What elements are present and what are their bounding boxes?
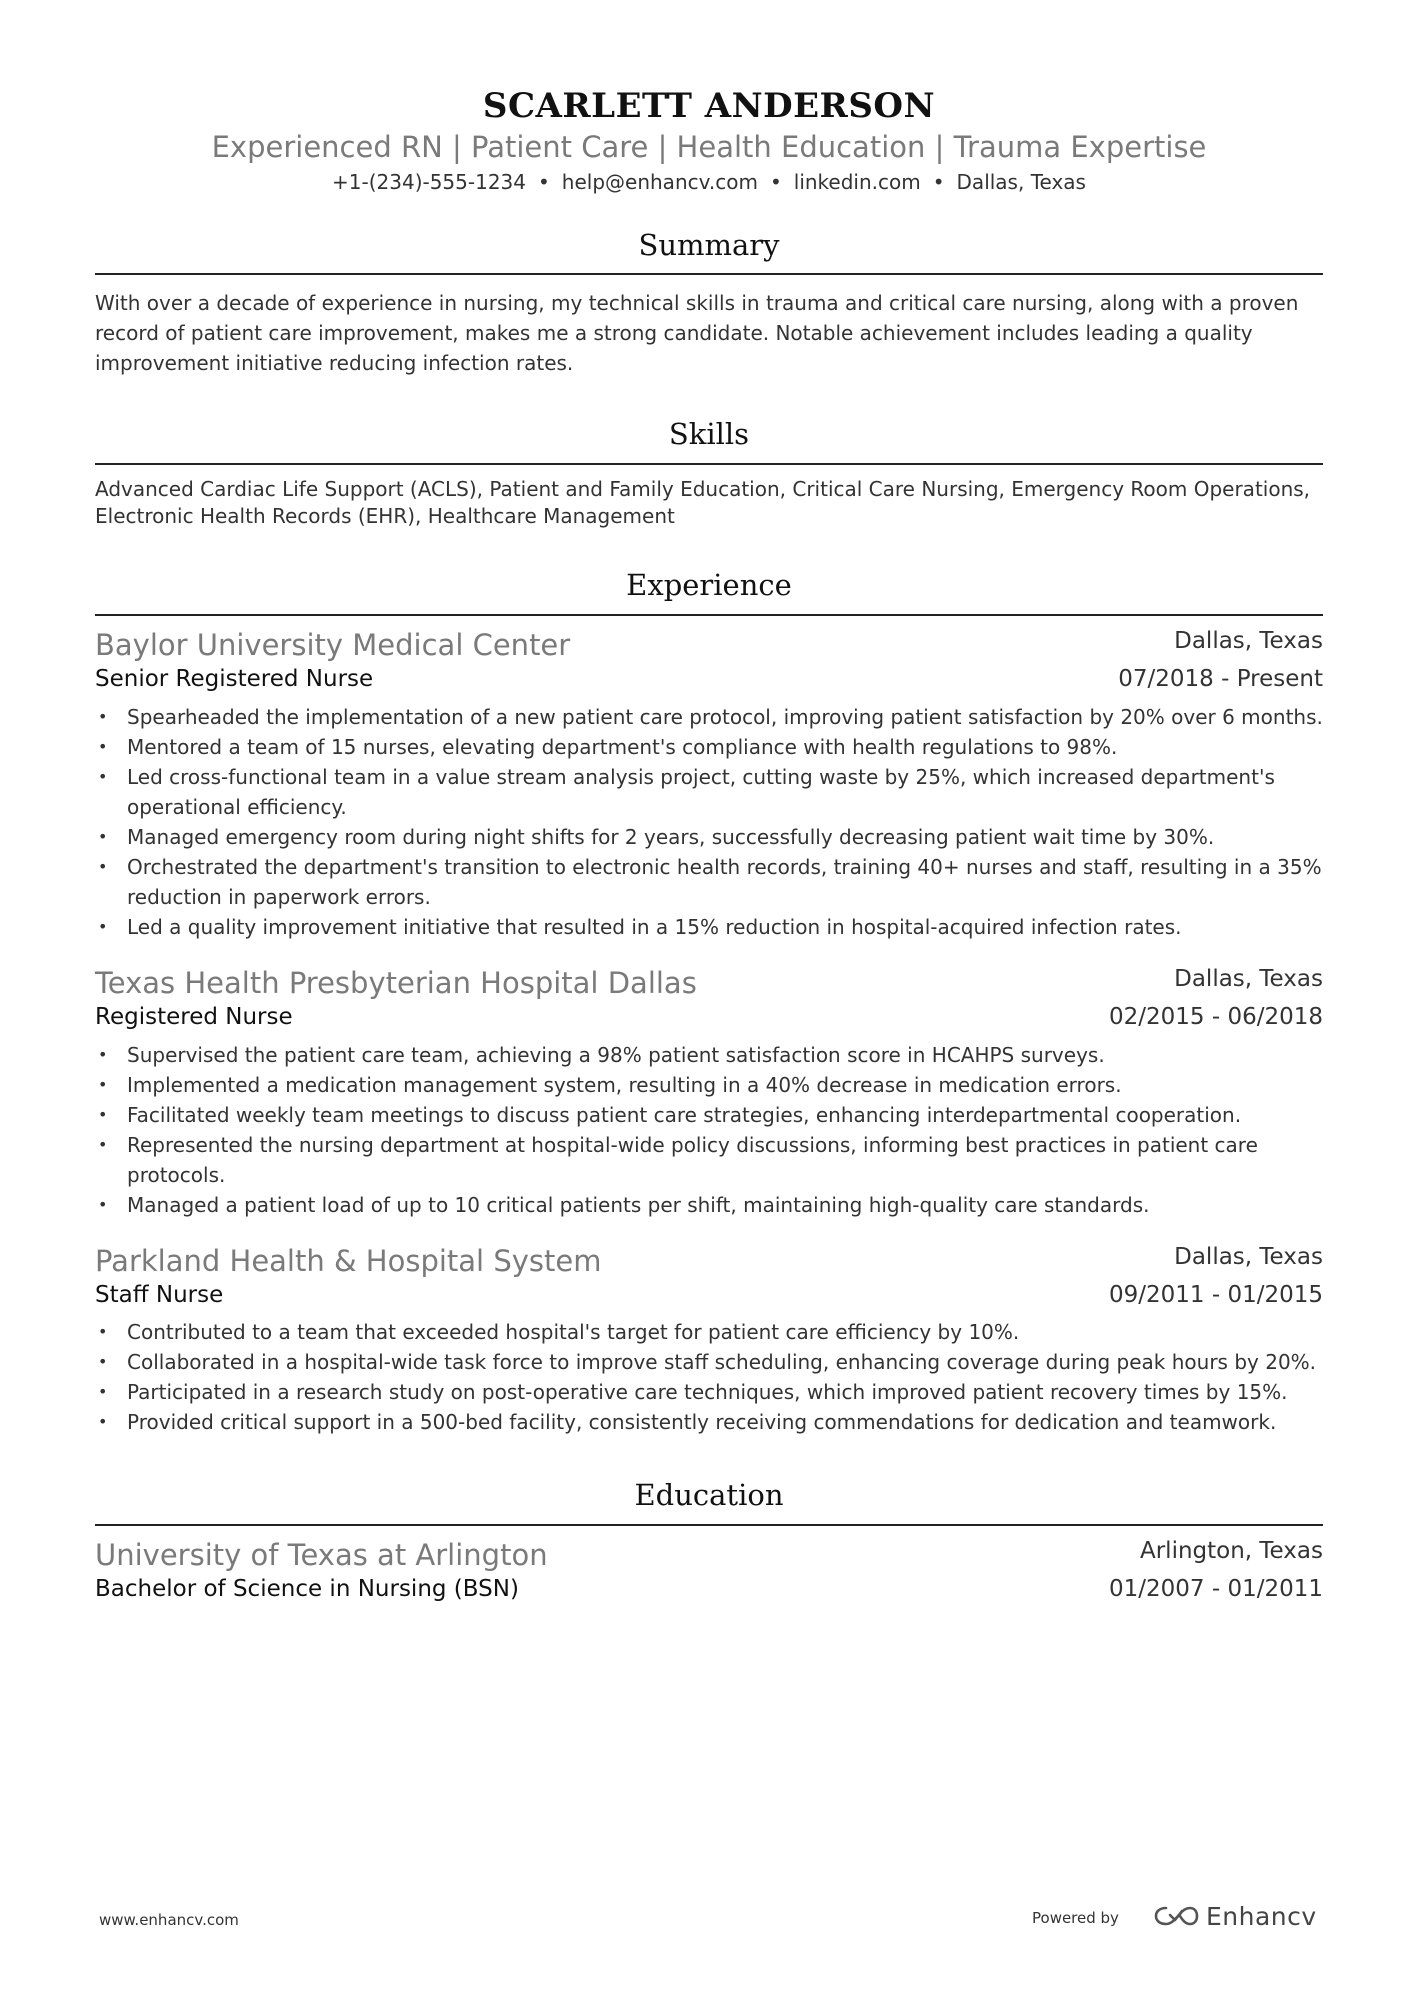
job-bullet: • Spearheaded the implementation of a new patient care protocol, improving patient satisfaction by 20% over 6 months.: [95, 702, 1323, 732]
education-divider: [95, 1524, 1323, 1526]
enhancv-logo-icon: [1152, 1902, 1200, 1930]
contact-linkedin[interactable]: linkedin.com: [793, 170, 921, 194]
education-location: Arlington, Texas: [1139, 1538, 1323, 1564]
experience-divider: [95, 614, 1323, 616]
contact-email[interactable]: help@enhancv.com: [561, 170, 758, 194]
job-bullet: • Mentored a team of 15 nurses, elevating department's compliance with health regulations to 98%.: [95, 732, 1323, 762]
brand-logo[interactable]: [1152, 1898, 1317, 1934]
experience-heading: Experience: [626, 568, 792, 602]
candidate-name: SCARLETT ANDERSON: [482, 86, 936, 126]
summary-divider: [95, 273, 1323, 275]
job-dates: 07/2018 - Present: [1118, 666, 1323, 692]
contact-location: Dallas, Texas: [956, 170, 1086, 194]
job-bullet: • Managed emergency room during night shifts for 2 years, successfully decreasing patient wait time by 30%.: [95, 822, 1323, 852]
job-bullet: • Collaborated in a hospital-wide task force to improve staff scheduling, enhancing coverage during peak hours by 20%.: [95, 1347, 1323, 1377]
job-bullet: • Led cross-functional team in a value stream analysis project, cutting waste by 25%, which increased department's operational efficiency.: [95, 762, 1323, 822]
contact-separator: •: [932, 170, 945, 194]
job-company: Baylor University Medical Center: [95, 628, 571, 662]
education-dates: 01/2007 - 01/2011: [1108, 1576, 1323, 1602]
education-school: University of Texas at Arlington: [95, 1538, 548, 1572]
contact-separator: •: [769, 170, 782, 194]
candidate-headline: Experienced RN | Patient Care | Health Education | Trauma Expertise: [211, 130, 1207, 164]
job-bullet: • Managed a patient load of up to 10 critical patients per shift, maintaining high-quality care standards.: [95, 1190, 1323, 1220]
skills-divider: [95, 463, 1323, 465]
job-location: Dallas, Texas: [1174, 966, 1323, 992]
education-heading: Education: [634, 1478, 784, 1512]
job-bullet: • Facilitated weekly team meetings to discuss patient care strategies, enhancing interdepartmental cooperation.: [95, 1100, 1323, 1130]
brand-name: Enhancv: [1206, 1901, 1317, 1931]
job-bullet: • Led a quality improvement initiative that resulted in a 15% reduction in hospital-acquired infection rates.: [95, 912, 1323, 942]
contact-phone[interactable]: +1-(234)-555-1234: [332, 170, 526, 194]
job-role: Senior Registered Nurse: [95, 666, 374, 692]
job-dates: 02/2015 - 06/2018: [1108, 1004, 1323, 1030]
job-role: Registered Nurse: [95, 1004, 293, 1030]
contact-line: [95, 170, 1323, 194]
job-location: Dallas, Texas: [1174, 1244, 1323, 1270]
job-bullet: • Implemented a medication management system, resulting in a 40% decrease in medication errors.: [95, 1070, 1323, 1100]
job-bullet: • Represented the nursing department at hospital-wide policy discussions, informing best practices in patient care protocols.: [95, 1130, 1323, 1190]
job-bullet: • Participated in a research study on post-operative care techniques, which improved patient recovery times by 15%.: [95, 1377, 1323, 1407]
job-bullet: • Contributed to a team that exceeded hospital's target for patient care efficiency by 10%.: [95, 1317, 1323, 1347]
job-company: Parkland Health & Hospital System: [95, 1244, 602, 1278]
job-company: Texas Health Presbyterian Hospital Dallas: [95, 966, 697, 1000]
job-dates: 09/2011 - 01/2015: [1108, 1282, 1323, 1308]
job-role: Staff Nurse: [95, 1282, 224, 1308]
skills-text: Advanced Cardiac Life Support (ACLS), Patient and Family Education, Critical Care Nursing, Emergency Room Operations, Electronic Health Records (EHR), Healthcare Management: [95, 477, 1311, 528]
education-degree: Bachelor of Science in Nursing (BSN): [95, 1576, 519, 1602]
summary-heading: Summary: [638, 228, 780, 262]
job-bullets: [95, 1317, 1323, 1437]
summary-text: With over a decade of experience in nursing, my technical skills in trauma and critical care nursing, along with a proven record of patient care improvement, makes me a strong candidate. Notable achievement includes leading a quality improvement initiative reducing infection rates.: [95, 291, 1299, 375]
job-bullet: • Orchestrated the department's transition to electronic health records, training 40+ nurses and staff, resulting in a 35% reduction in paperwork errors.: [95, 852, 1323, 912]
job-bullet: • Supervised the patient care team, achieving a 98% patient satisfaction score in HCAHPS surveys.: [95, 1040, 1323, 1070]
job-bullet: • Provided critical support in a 500-bed facility, consistently receiving commendations for dedication and teamwork.: [95, 1407, 1323, 1437]
job-bullets: [95, 1040, 1323, 1220]
powered-by-label: Powered by: [1032, 1909, 1119, 1927]
footer-url[interactable]: www.enhancv.com: [99, 1911, 239, 1929]
skills-heading: Skills: [668, 417, 750, 451]
job-location: Dallas, Texas: [1174, 628, 1323, 654]
job-bullets: [95, 702, 1323, 942]
contact-separator: •: [538, 170, 550, 194]
